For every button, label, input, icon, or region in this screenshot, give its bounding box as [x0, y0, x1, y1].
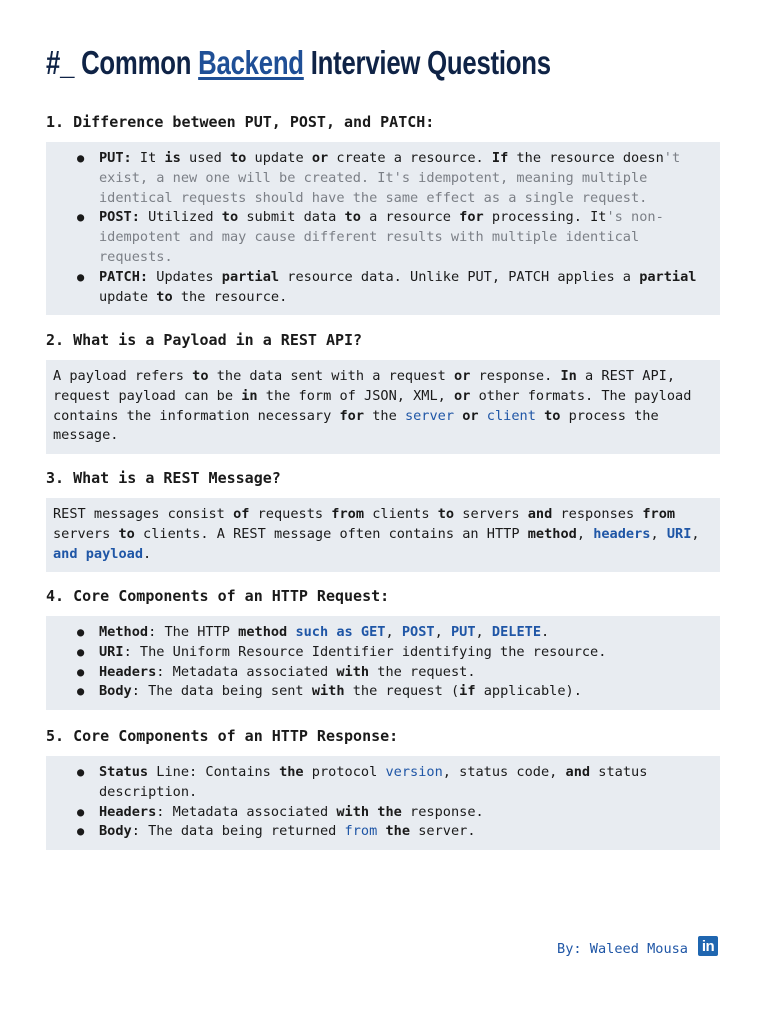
- answer-box-3: [46, 498, 720, 572]
- footer: [557, 935, 718, 957]
- answer-box-5: [46, 756, 720, 850]
- list-item-post: ● POST: Utilized to submit data to a resource for processing. It's non-idempotent and may cause different results with multiple identical requests.: [99, 208, 713, 267]
- list-item-patch: ● PATCH: Updates partial resource data. Unlike PUT, PATCH applies a partial update to the resource.: [99, 268, 713, 308]
- question-1: [46, 112, 720, 315]
- page-title: [46, 44, 551, 82]
- answer-4-list: [53, 623, 713, 702]
- question-4: [46, 586, 720, 710]
- list-item-method: ● Method: The HTTP method such as GET, POST, PUT, DELETE.: [99, 623, 713, 643]
- question-2-heading: 2. What is a Payload in a REST API?: [46, 331, 363, 349]
- list-item-headers: ● Headers: Metadata associated with the request.: [99, 663, 713, 683]
- list-item-status: ● Status Line: Contains the protocol version, status code, and status description.: [99, 763, 713, 803]
- title-suffix: Interview Questions: [303, 44, 551, 81]
- question-3: [46, 468, 720, 572]
- title-prefix: #_ Common: [46, 44, 199, 81]
- answer-3-text: REST messages consist of requests from clients to servers and responses from servers to clients. A REST message often contains an HTTP method, headers, URI, and payload.: [53, 506, 700, 562]
- author-byline: By: Waleed Mousa: [557, 941, 688, 957]
- list-item-headers: ● Headers: Metadata associated with the response.: [99, 803, 713, 823]
- answer-1-list: [53, 149, 713, 307]
- question-1-heading: 1. Difference between PUT, POST, and PATCH:: [46, 113, 435, 131]
- list-item-body: ● Body: The data being sent with the request (if applicable).: [99, 682, 713, 702]
- question-3-heading: 3. What is a REST Message?: [46, 469, 281, 487]
- list-item-body: ● Body: The data being returned from the server.: [99, 822, 713, 842]
- linkedin-icon[interactable]: in: [698, 936, 718, 956]
- answer-box-2: [46, 360, 720, 454]
- list-item-put: ● PUT: It is used to update or create a resource. If the resource doesn't exist, a new one will be created. It's idempotent, meaning multiple identical requests should have the same effect as a single request.: [99, 149, 713, 208]
- question-5: [46, 726, 720, 850]
- answer-box-4: [46, 616, 720, 710]
- list-item-uri: ● URI: The Uniform Resource Identifier identifying the resource.: [99, 643, 713, 663]
- question-4-heading: 4. Core Components of an HTTP Request:: [46, 587, 390, 605]
- answer-5-list: [53, 763, 713, 842]
- answer-2-text: A payload refers to the data sent with a request or response. In a REST API, request payload can be in the form of JSON, XML, or other formats. The payload contains the information necessary for the server or client to process the message.: [53, 368, 692, 444]
- answer-box-1: [46, 142, 720, 315]
- title-highlight: Backend: [198, 44, 304, 81]
- question-2: [46, 330, 720, 454]
- question-5-heading: 5. Core Components of an HTTP Response:: [46, 727, 399, 745]
